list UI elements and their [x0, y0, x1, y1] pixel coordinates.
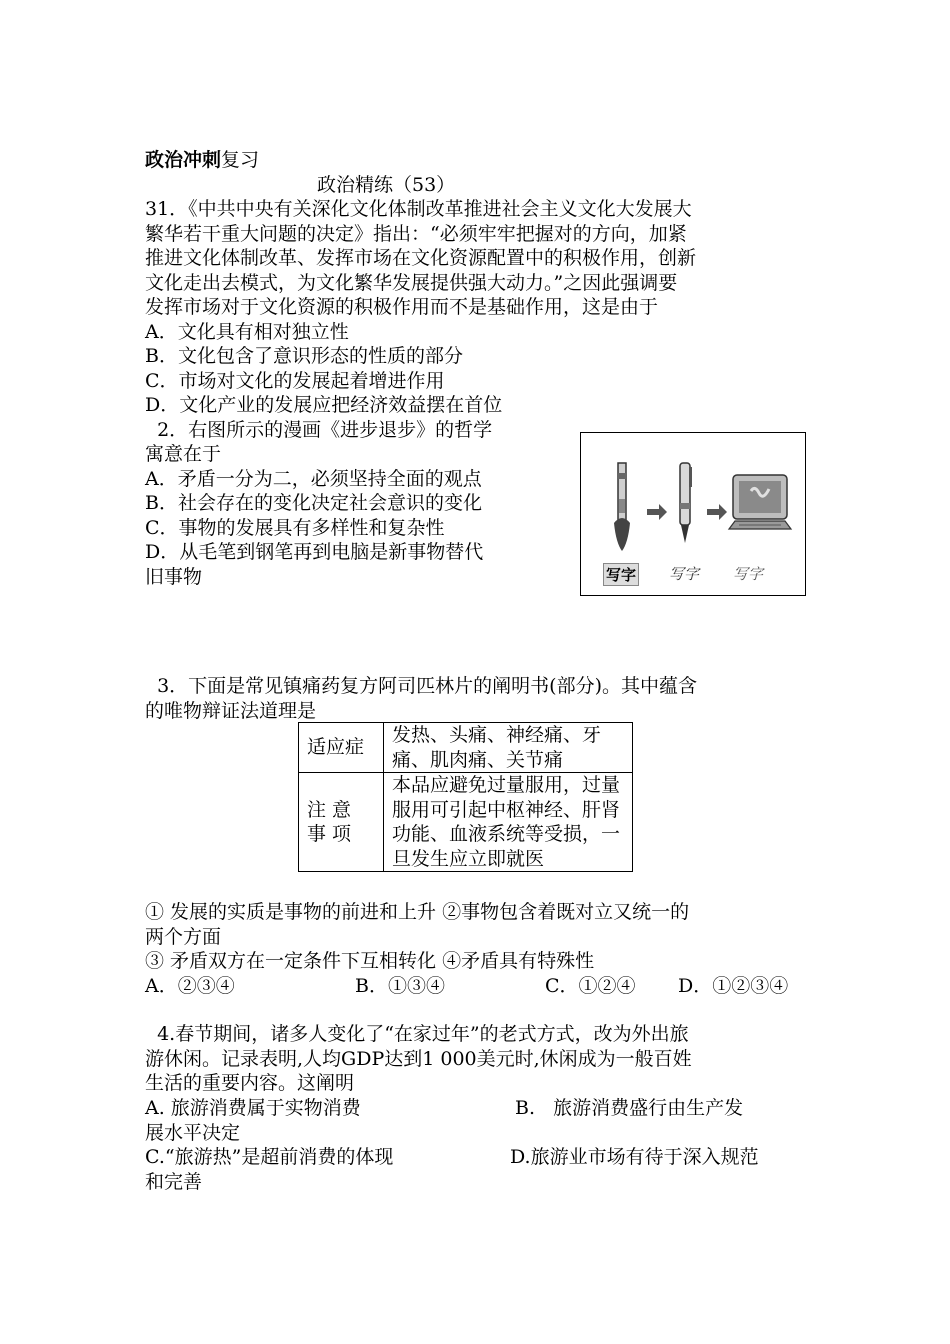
header-rest: 复习	[221, 149, 260, 171]
header-bold: 政治冲刺	[145, 149, 222, 171]
q4-option-a: A. 旅游消费属于实物消费	[145, 1097, 361, 1119]
q31-option-a: A．文化具有相对独立性	[145, 320, 349, 343]
q3-line: 的唯物辩证法道理是	[145, 699, 317, 722]
q4-block	[145, 1022, 810, 1096]
arrow-icon	[647, 504, 667, 520]
q4-option-b: B. 旅游消费盛行由生产发	[515, 1097, 744, 1119]
q4-option-b-cont: 展水平决定	[145, 1121, 241, 1144]
q4-option-c: C.“旅游热”是超前消费的体现	[145, 1146, 394, 1168]
q2-option-d: D．从毛笔到钢笔再到电脑是新事物替代	[145, 541, 484, 563]
cartoon-figure	[580, 432, 806, 596]
brush-icon	[614, 463, 630, 551]
computer-icon	[729, 475, 791, 529]
table-cell-body: 本品应避免过量服用，过量服用可引起中枢神经、肝肾功能、血液系统等受损，一旦发生应立即就医	[384, 773, 633, 872]
figure-label-3: 写字	[733, 565, 764, 583]
arrow-icon	[707, 504, 727, 520]
q3-statement: 两个方面	[145, 925, 222, 948]
table-cell-head: 注意事项	[299, 773, 384, 872]
q3-statements	[145, 900, 810, 974]
q4-option-d: D.旅游业市场有待于深入规范	[510, 1146, 759, 1168]
q2-line: 2．右图所示的漫画《进步退步》的哲学	[145, 418, 493, 441]
q31-line: 发挥市场对于文化资源的积极作用而不是基础作用，这是由于	[145, 296, 659, 318]
page-header	[145, 148, 810, 173]
q4-line: 游休闲。记录表明,人均GDP达到1 000美元时,休闲成为一般百姓	[145, 1047, 692, 1070]
fountain-pen-icon	[680, 463, 692, 543]
table-row	[299, 723, 633, 773]
q4-line: 4.春节期间，诸多人变化了“在家过年”的老式方式，改为外出旅	[145, 1023, 689, 1045]
table-cell-body: 发热、头痛、神经痛、牙痛、肌肉痛、关节痛	[384, 723, 633, 773]
table-row	[299, 773, 633, 872]
q3-option-c: C．①②④	[545, 975, 636, 997]
q3-options	[145, 974, 810, 999]
q31-line: 推进文化体制改革、发挥市场在文化资源配置中的积极作用，创新	[145, 247, 697, 269]
q31-line: 31．《中共中央有关深化文化体制改革推进社会主义文化大发展大	[145, 198, 692, 220]
q31-line: 文化走出去模式，为文化繁华发展提供强大动力。”之因此强调要	[145, 271, 678, 294]
q2-option-c: C．事物的发展具有多样性和复杂性	[145, 516, 445, 539]
q31-line: 繁华若干重大问题的决定》指出：“必须牢牢把握对的方向，加紧	[145, 222, 687, 245]
q4-line: 生活的重要内容。这阐明	[145, 1072, 355, 1094]
q4-option-d-cont: 和完善	[145, 1170, 203, 1193]
q3-line: 3．下面是常见镇痛药复方阿司匹林片的阐明书(部分)。其中蕴含	[145, 675, 697, 697]
q31-option-d: D．文化产业的发展应把经济效益摆在首位	[145, 394, 503, 416]
leaflet-table	[298, 722, 633, 872]
figure-label-2: 写字	[669, 565, 700, 583]
q31-option-b: B．文化包含了意识形态的性质的部分	[145, 345, 463, 367]
figure-label-1: 写字	[603, 563, 639, 586]
q3-block	[145, 674, 810, 723]
q3-option-d: D．①②③④	[678, 975, 789, 997]
table-cell-head: 适应症	[299, 723, 384, 773]
q2-option-a: A．矛盾一分为二，必须坚持全面的观点	[145, 467, 482, 490]
q4-options	[145, 1096, 810, 1194]
q3-statement: ① 发展的实质是事物的前进和上升 ②事物包含着既对立又统一的	[145, 901, 690, 923]
page-subtitle: 政治精练（53）	[317, 173, 456, 196]
q2-option-d-cont: 旧事物	[145, 565, 203, 588]
q3-option-a: A．②③④	[145, 975, 235, 997]
q3-statement: ③ 矛盾双方在一定条件下互相转化 ④矛盾具有特殊性	[145, 950, 595, 972]
q3-option-b: B．①③④	[355, 975, 445, 997]
q2-option-b: B．社会存在的变化决定社会意识的变化	[145, 492, 482, 514]
q2-line: 寓意在于	[145, 443, 222, 465]
q31-option-c: C．市场对文化的发展起着增进作用	[145, 369, 445, 392]
